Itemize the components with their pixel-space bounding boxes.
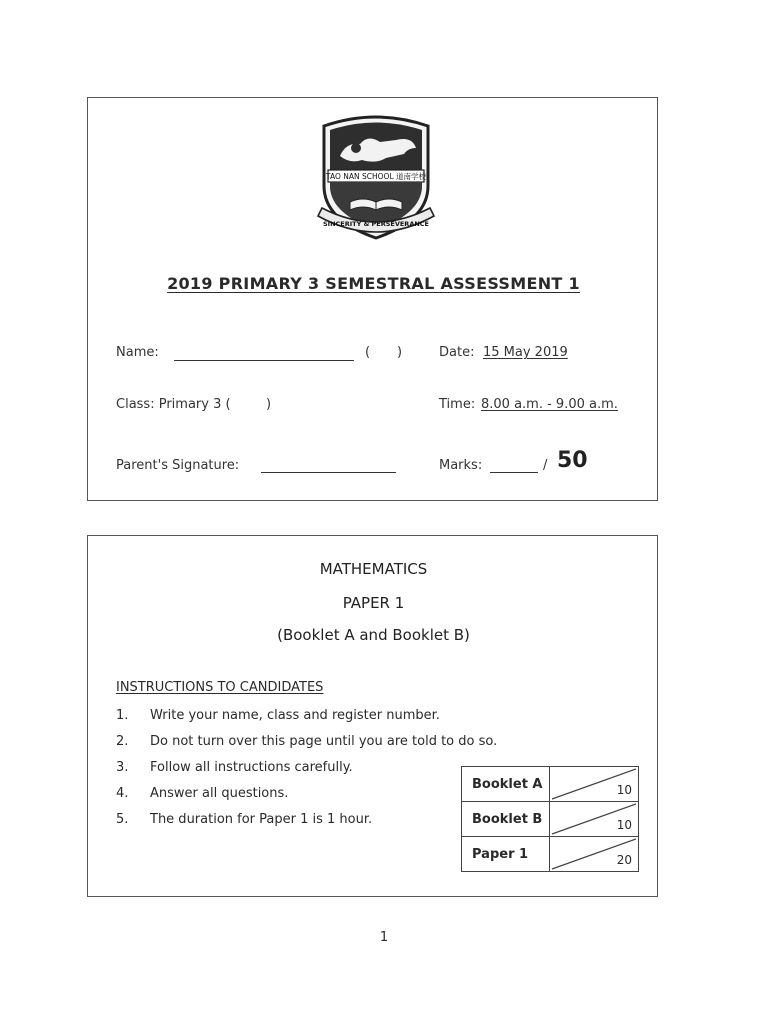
register-paren-close: ): [397, 345, 403, 360]
date-value: 15 May 2019: [483, 345, 568, 360]
table-row: [462, 837, 639, 872]
crest-motto: SINCERITY & PERSEVERANCE: [323, 220, 429, 228]
crest-school-name: TAO NAN SCHOOL 道南学校: [325, 172, 427, 181]
signature-field[interactable]: [261, 472, 396, 473]
paper-info-box: MATHEMATICS PAPER 1 (Booklet A and Booklet B) INSTRUCTIONS TO CANDIDATES 1. Write your name, class and register number. 2. Do not turn over this page until you are told to do so. 3. Follow all instructions carefully. 4. Answer all questions. 5. The duration for Paper 1 is 1 hour. Booklet A 10 Booklet B 10 Paper 1 20: [87, 535, 658, 897]
booklet-a-label: Booklet A: [462, 767, 550, 802]
marks-table: [461, 766, 639, 872]
time-value: 8.00 a.m. - 9.00 a.m.: [481, 397, 618, 412]
class-label: Class: Primary 3 (: [116, 397, 231, 412]
page-number: 1: [379, 930, 389, 945]
marks-slash: /: [543, 458, 548, 473]
instructions-title: INSTRUCTIONS TO CANDIDATES: [116, 680, 324, 695]
booklet-b-label: Booklet B: [462, 802, 550, 837]
school-crest-logo: [316, 108, 436, 248]
paper-heading: PAPER 1: [342, 594, 405, 612]
table-row: [462, 767, 639, 802]
register-paren-open: (: [365, 345, 371, 360]
paper-1-label: Paper 1: [462, 837, 550, 872]
booklet-b-score-cell[interactable]: [550, 802, 639, 837]
name-field[interactable]: [174, 360, 354, 361]
booklet-a-max: 10: [616, 783, 632, 797]
signature-label: Parent's Signature:: [116, 458, 240, 473]
booklets-heading: (Booklet A and Booklet B): [277, 626, 470, 644]
subject-heading: MATHEMATICS: [319, 560, 428, 578]
booklet-a-score-cell[interactable]: [550, 767, 639, 802]
booklet-b-max: 10: [616, 818, 632, 832]
paper-1-score-cell[interactable]: [550, 837, 639, 872]
assessment-title: 2019 PRIMARY 3 SEMESTRAL ASSESSMENT 1: [167, 274, 580, 293]
paper-1-max: 20: [616, 853, 632, 867]
class-paren-close: ): [266, 397, 272, 412]
marks-label: Marks:: [439, 458, 483, 473]
name-label: Name:: [116, 345, 159, 360]
time-label: Time:: [439, 397, 476, 412]
cover-header-box: [87, 97, 658, 501]
date-label: Date:: [439, 345, 475, 360]
table-row: [462, 802, 639, 837]
marks-total: 50: [557, 448, 588, 473]
marks-field[interactable]: [490, 472, 538, 473]
